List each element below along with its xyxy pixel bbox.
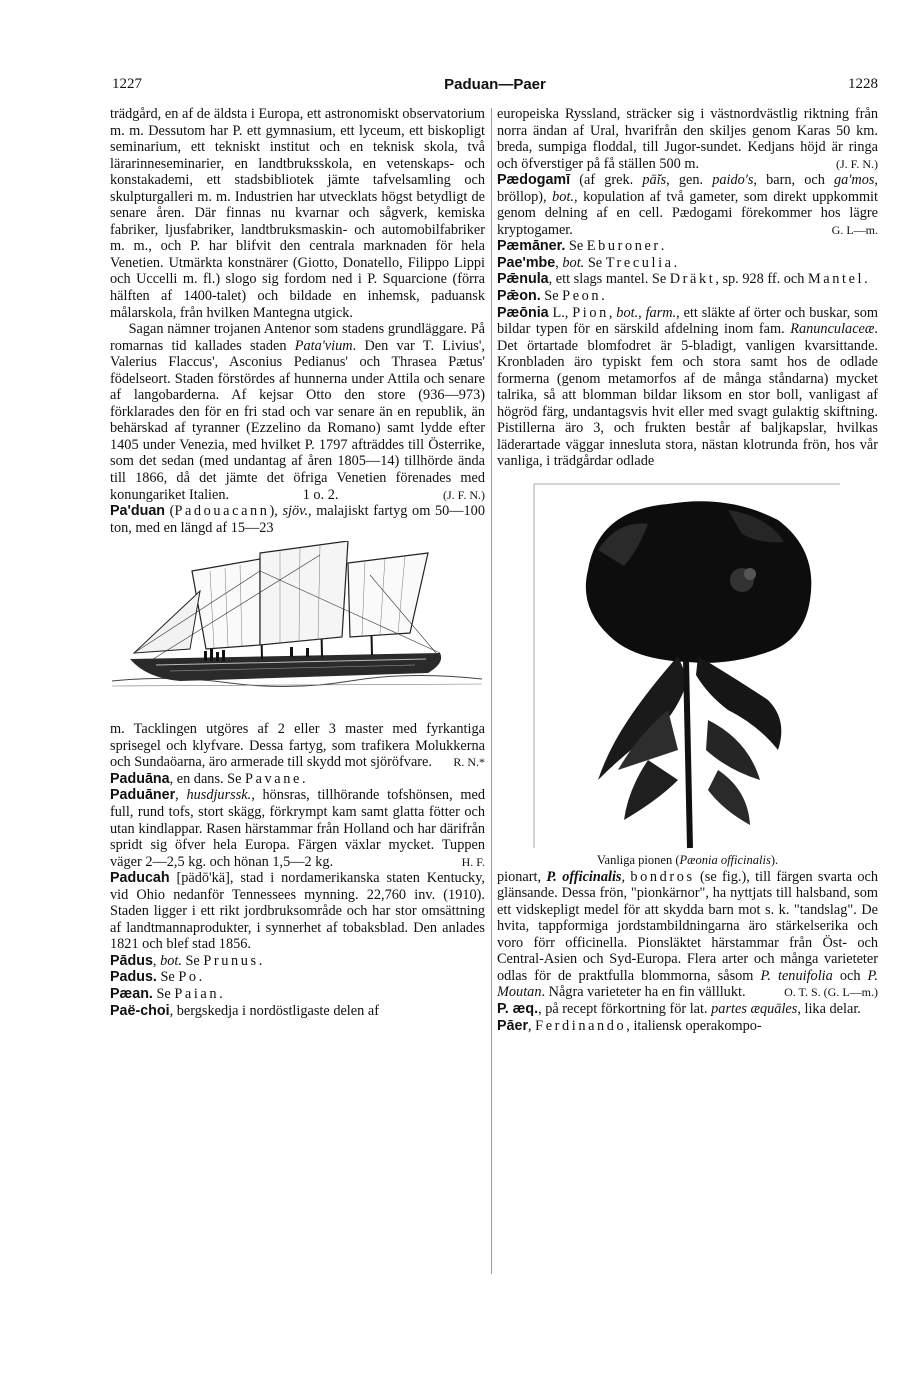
author-signature: G. L—m.: [831, 222, 878, 237]
entry-paenula: Pǣnula, ett slags mantel. Se Dräkt, sp. 928 ff. och Mantel.: [497, 271, 868, 288]
author-signature: O. T. S. (G. L—m.): [784, 985, 878, 1000]
page-number-left: 1227: [112, 76, 142, 92]
headword: Pǣon.: [497, 288, 541, 305]
entry-paedogami: Pædogamī (af grek. pā̆is, gen. paido's, barn, och ga'mos, bröllop), bot., kopulation af två gameter, som direkt uppkommit genom delning af en cell. Pædogami förekommer hos lägre kryptogamer. G. L—m.: [497, 172, 879, 238]
headword: Pǣnula: [497, 271, 549, 288]
padua-reference: 1 o. 2.: [302, 486, 339, 503]
headword: Paduāna: [110, 770, 170, 787]
figure-caption: Vanliga pionen (Pæonia officinalis).: [596, 853, 779, 868]
page-title: Paduan—Paer: [444, 76, 546, 93]
padua-paragraph-2: Sagan nämner trojanen Antenor som stadens grundläggare. På romarnas tid kallades staden Pata'vium. Den var T. Livius', Valerius Flaccus', Asconius Pedianus' och Thrasea Pætus' födelseort. Staden förstördes af hunnerna under Attila och senare af langobarderna. Af kejsar Otto den store (936—973) förklarades den för en fri stad och var senare än en republik, än behärskad af tyranner (Ezzelino da Romano) samt lydde efter 1405 under Venezia, med hvilket P. 1797 afträddes till Österrike, som det sedan (med undantag af åren 1805—14) tillhörde ända till 1866, då det jämte det öfriga Venetien förenades med konungariket Italien. 1 o. 2. (J. F. N.): [110, 321, 485, 503]
entry-paduaner: Paduāner, husdjurssk., hönsras, tillhörande tofshönsen, med full, rund tofs, stort skägg, förkrympt kam samt glatta fötter och utan kindlappar. Rasen härstammar från Holland och har därifrån spridt sig öfver hela Europa. Färgen växlar mycket. Tuppen väger 2—2,5 kg. och hönan 1,5—2 kg. H. F.: [110, 787, 485, 870]
entry-pae-choi: Paë-choi, bergskedja i nordöstligaste delen af: [110, 1002, 379, 1019]
entry-paduana: Paduāna, en dans. Se Pavane.: [110, 770, 306, 787]
page-header: [112, 76, 878, 98]
author-signature: (J. F. N.): [442, 487, 485, 502]
entry-paer: Pāer, Ferdinando, italiensk operakompo-: [497, 1017, 762, 1034]
headword: Pādus: [110, 952, 153, 969]
headword: Padus.: [110, 969, 157, 986]
headword: Pāer: [497, 1017, 529, 1034]
entry-p-aeq: P. æq., på recept förkortning för lat. partes æquāles, lika delar.: [497, 1000, 861, 1017]
ship-illustration: [110, 541, 485, 703]
author-signature: R. N.*: [453, 755, 485, 770]
headword: Paë-choi: [110, 1002, 170, 1019]
headword: Pa'duan: [110, 503, 166, 520]
left-column: [110, 106, 485, 1019]
entry-padus: Padus. Se Po.: [110, 969, 203, 986]
author-signature: H. F.: [461, 854, 485, 869]
right-column: [497, 106, 878, 1034]
column-divider: [491, 108, 492, 1274]
headword: Pæan.: [110, 985, 153, 1002]
headword: Paducah: [110, 870, 170, 887]
headword: Pae'mbe: [497, 254, 556, 271]
headword: Paduāner: [110, 787, 176, 804]
headword: Pæmāner.: [497, 238, 566, 255]
entry-paduan: Pa'duan (Padouacann), sjöv., malajiskt fartyg om 50—100 ton, med en längd af 15—23: [110, 503, 485, 536]
entry-paducah: Paducah [pädō'kä], stad i nordamerikanska staten Kentucky, vid Ohio nedanför Tennessees mynning. 22,760 inv. (1910). Staden ligger i ett rikt jordbruksområde och har stor omsättning af landtmannaprodukter, i synnerhet af tobaksblad. Den anlades 1821 och blef stad 1856.: [110, 870, 485, 953]
entry-padus-bot: Pādus, bot. Se Prunus.: [110, 952, 263, 969]
headword: Pæōnia: [497, 304, 549, 321]
paeonia-continued: pionart, P. officinalis, bondros (se fig.), till färgen svarta och glänsande. Dessa frön, "pionkärnor", ha nyttjats till halsband, som ett vidskepligt medel för att skydda barn mot s. k. "tandslag". De hvita, tappformiga jordstambildningarna äro stärkelserika och voro förr officinella. Pionsläktet härstammar från Öst- och Central-Asien och Syd-Europa. Flera arter och många varieteter odlas för de praktfulla blommorna, såsom P. tenuifolia och P. Moutan. Några varieteter ha en fin välllukt. O. T. S. (G. L—m.): [497, 868, 879, 1001]
entry-paean: Pæan. Se Paian.: [110, 985, 223, 1002]
padua-paragraph-1: trädgård, en af de äldsta i Europa, ett astronomiskt observatorium m. m. Dessutom har P. ett gymnasium, ett lyceum, ett biskopligt seminarium, ett tekniskt institut och en teknisk skola, två lärarinneseminarier, en landtbruksskola, en vetenskaps- och konstakademi, ett stadsbibliotek jämte tafvelsamling och skulpturgalleri m. m. Industrien har utvecklats högst betydligt de senare åren. Där finnas nu kvarnar och sågverk, kemiska fabriker, ljusfabriker, landtbruksmaskin- och automobilfabriker m. m., och P. har blifvit den centrala marknaden för hela Venetien. Utmärkta konstnärer (Giotto, Donatello, Filippo Lippi och Uccelli m. fl.) slogo sig fordom ned i P. Squarcione (förra hälften af 1400-talet) och bildade en inhemsk, paduansk målarskola, från hvilken Mantegna utgick.: [110, 106, 485, 321]
page-number-right: 1228: [848, 76, 878, 92]
pae-choi-continued: europeiska Ryssland, sträcker sig i västnordvästlig riktning från norra ändan af Ural, hvarifrån den skiljes genom Karas 50 km. breda, sumpiga floddal, till Jugor-sundet. Kedjans höjd är ringa och öfverstiger på få ställen 500 m. (J. F. N.): [497, 106, 878, 172]
headword: Pædogamī: [497, 172, 571, 189]
entry-paemaner: Pæmāner. Se Eburoner.: [497, 238, 665, 255]
peony-illustration: [528, 480, 848, 852]
entry-paduan-continued: m. Tacklingen utgöres af 2 eller 3 master med fyrkantiga sprisegel och klyfvare. Dessa fartyg, som trafikera Molukkerna och Sundaöarna, äro armerade till skydd mot sjöröfvare. R. N.*: [110, 721, 485, 771]
entry-paeonia: Pæōnia L., Pion, bot., farm., ett släkte af örter och buskar, som bildar typen för en särskild afdelning inom fam. Ranunculaceæ. Det örtartade blomfodret är 5-bladigt, vanligen kvarsittande. Kronbladen äro typiskt fem och stora samt hos de odlade formerna (genom metamorfos af de många ståndarna) mycket talrika, så att blomman bildar liksom en stor boll, vanligast af högröd färg, undantagsvis hvit eller med svagt gulaktig skiftning. Pistillerna äro 3, och frukten består af baljkapslar, hvilkas läderartade väggar innesluta stora, nästan klotrunda frön, hos vår vanliga, i trädgårdar odlade: [497, 304, 879, 470]
entry-paembe: Pae'mbe, bot. Se Treculia.: [497, 254, 678, 271]
author-signature: (J. F. N.): [835, 156, 878, 171]
headword: P. æq.: [497, 1000, 539, 1017]
entry-paeon: Pǣon. Se Peon.: [497, 288, 605, 305]
